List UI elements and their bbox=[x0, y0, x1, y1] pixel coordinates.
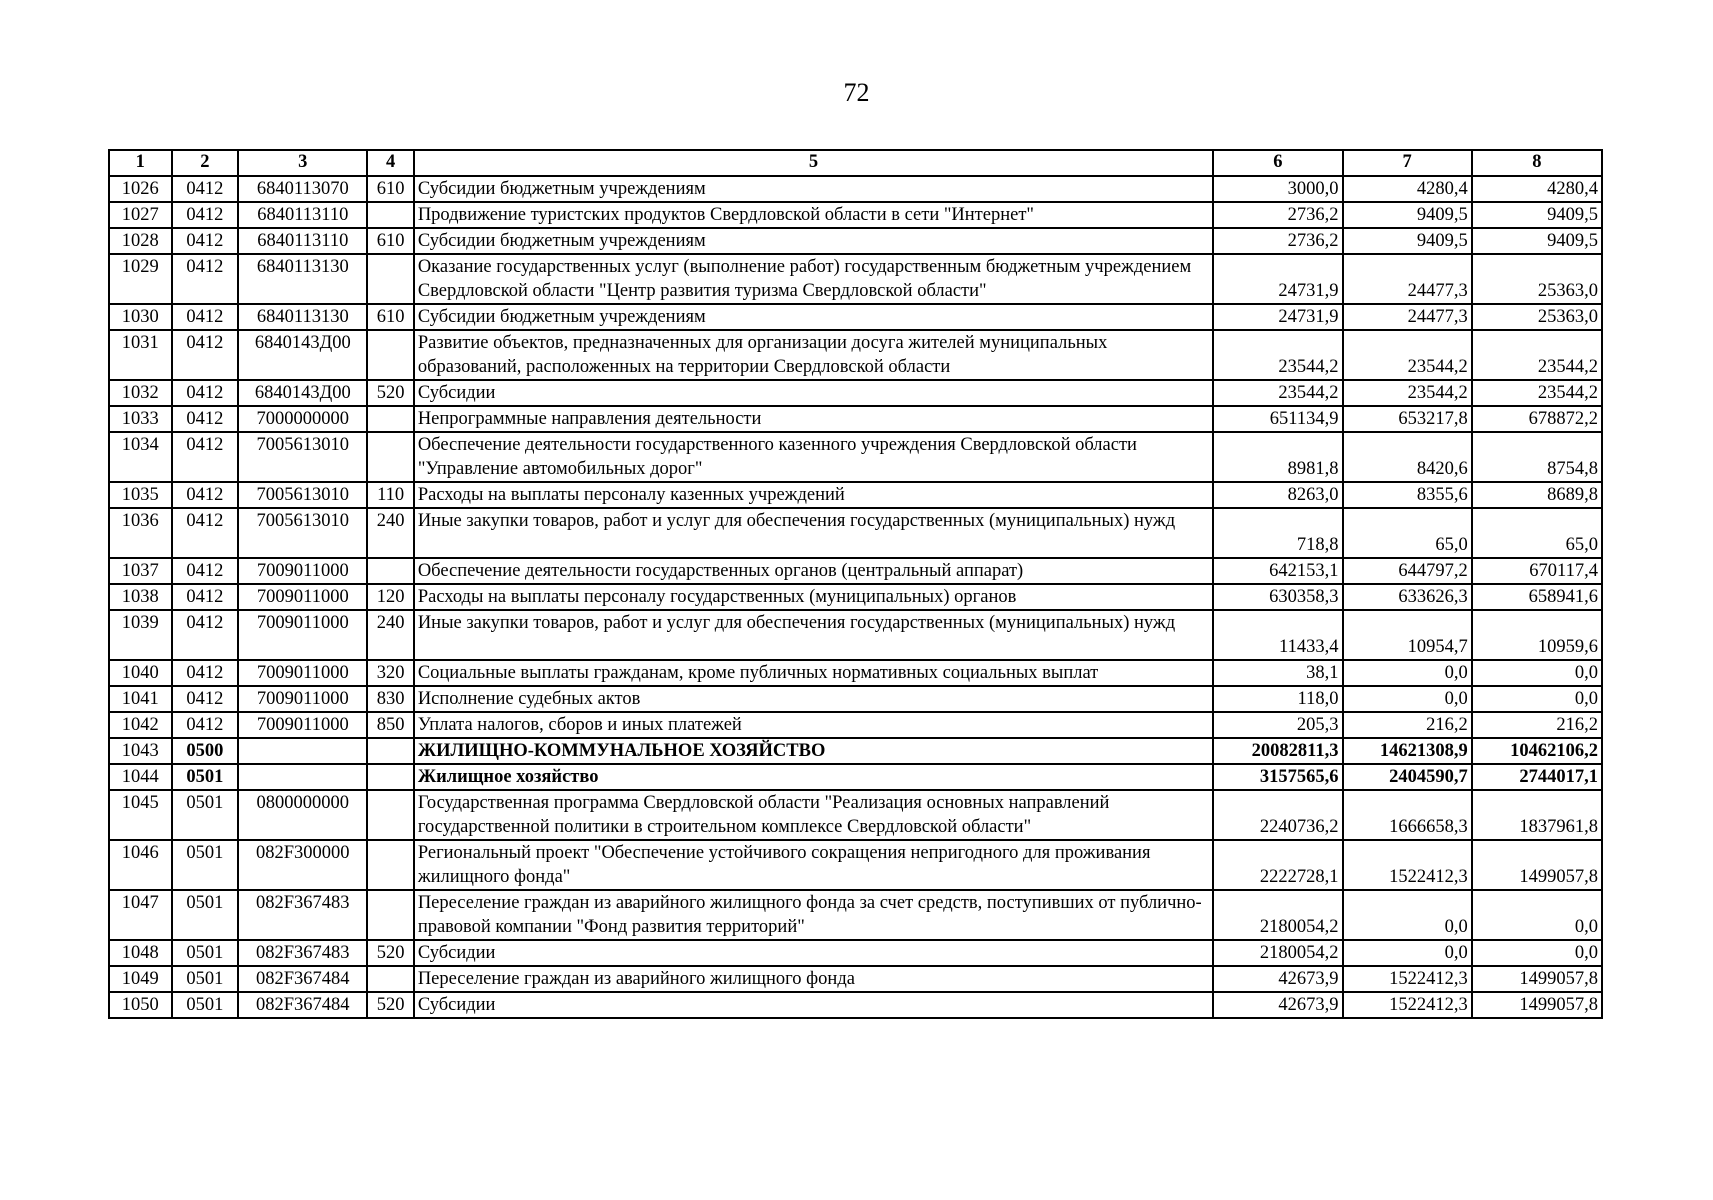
expense-type-cell bbox=[367, 558, 413, 584]
target-article-cell: 6840143Д00 bbox=[238, 330, 367, 380]
row-number-cell: 1031 bbox=[109, 330, 172, 380]
amount-col8-cell: 65,0 bbox=[1472, 508, 1602, 558]
amount-col8-cell: 25363,0 bbox=[1472, 304, 1602, 330]
row-number-cell: 1043 bbox=[109, 738, 172, 764]
amount-col8-cell: 9409,5 bbox=[1472, 202, 1602, 228]
table-row bbox=[109, 966, 1602, 992]
row-number-cell: 1041 bbox=[109, 686, 172, 712]
amount-col6-cell: 118,0 bbox=[1213, 686, 1342, 712]
expense-type-cell: 240 bbox=[367, 610, 413, 660]
target-article-cell: 7009011000 bbox=[238, 584, 367, 610]
description-cell: Государственная программа Свердловской области "Реализация основных направлений государственной политики в строительном комплексе Свердловской области" bbox=[414, 790, 1213, 840]
expense-type-cell: 830 bbox=[367, 686, 413, 712]
table-row bbox=[109, 254, 1602, 304]
amount-col7-cell: 2404590,7 bbox=[1343, 764, 1472, 790]
description-cell: Переселение граждан из аварийного жилищного фонда bbox=[414, 966, 1213, 992]
amount-col7-cell: 24477,3 bbox=[1343, 304, 1472, 330]
expense-type-cell bbox=[367, 790, 413, 840]
amount-col7-cell: 24477,3 bbox=[1343, 254, 1472, 304]
section-code-cell: 0501 bbox=[172, 764, 239, 790]
amount-col8-cell: 2744017,1 bbox=[1472, 764, 1602, 790]
amount-col8-cell: 216,2 bbox=[1472, 712, 1602, 738]
section-code-cell: 0501 bbox=[172, 940, 239, 966]
amount-col7-cell: 653217,8 bbox=[1343, 406, 1472, 432]
table-row bbox=[109, 764, 1602, 790]
description-cell: Обеспечение деятельности государственных органов (центральный аппарат) bbox=[414, 558, 1213, 584]
description-cell: Исполнение судебных актов bbox=[414, 686, 1213, 712]
description-cell: Субсидии bbox=[414, 380, 1213, 406]
section-code-cell: 0412 bbox=[172, 432, 239, 482]
column-header: 3 bbox=[238, 150, 367, 176]
amount-col7-cell: 1522412,3 bbox=[1343, 992, 1472, 1018]
section-code-cell: 0412 bbox=[172, 482, 239, 508]
target-article-cell: 6840113130 bbox=[238, 304, 367, 330]
target-article-cell: 7009011000 bbox=[238, 686, 367, 712]
amount-col6-cell: 718,8 bbox=[1213, 508, 1342, 558]
description-cell: Расходы на выплаты персоналу государственных (муниципальных) органов bbox=[414, 584, 1213, 610]
amount-col8-cell: 8754,8 bbox=[1472, 432, 1602, 482]
expense-type-cell: 240 bbox=[367, 508, 413, 558]
description-cell: Иные закупки товаров, работ и услуг для обеспечения государственных (муниципальных) нужд bbox=[414, 508, 1213, 558]
row-number-cell: 1036 bbox=[109, 508, 172, 558]
row-number-cell: 1050 bbox=[109, 992, 172, 1018]
amount-col6-cell: 205,3 bbox=[1213, 712, 1342, 738]
section-code-cell: 0412 bbox=[172, 254, 239, 304]
description-cell: Непрограммные направления деятельности bbox=[414, 406, 1213, 432]
table-row bbox=[109, 738, 1602, 764]
expense-type-cell bbox=[367, 764, 413, 790]
expense-type-cell: 320 bbox=[367, 660, 413, 686]
amount-col7-cell: 0,0 bbox=[1343, 660, 1472, 686]
expense-type-cell: 610 bbox=[367, 228, 413, 254]
table-row bbox=[109, 712, 1602, 738]
amount-col7-cell: 9409,5 bbox=[1343, 202, 1472, 228]
amount-col8-cell: 1499057,8 bbox=[1472, 966, 1602, 992]
amount-col8-cell: 25363,0 bbox=[1472, 254, 1602, 304]
section-code-cell: 0412 bbox=[172, 228, 239, 254]
expense-type-cell bbox=[367, 406, 413, 432]
row-number-cell: 1039 bbox=[109, 610, 172, 660]
target-article-cell: 7005613010 bbox=[238, 508, 367, 558]
amount-col6-cell: 2736,2 bbox=[1213, 228, 1342, 254]
amount-col7-cell: 23544,2 bbox=[1343, 380, 1472, 406]
description-cell: Субсидии bbox=[414, 940, 1213, 966]
expense-type-cell bbox=[367, 202, 413, 228]
table-row bbox=[109, 304, 1602, 330]
amount-col7-cell: 0,0 bbox=[1343, 890, 1472, 940]
target-article-cell: 6840113110 bbox=[238, 202, 367, 228]
amount-col8-cell: 4280,4 bbox=[1472, 176, 1602, 202]
column-header: 2 bbox=[172, 150, 239, 176]
amount-col6-cell: 2222728,1 bbox=[1213, 840, 1342, 890]
expense-type-cell bbox=[367, 890, 413, 940]
amount-col7-cell: 644797,2 bbox=[1343, 558, 1472, 584]
table-row bbox=[109, 940, 1602, 966]
amount-col6-cell: 24731,9 bbox=[1213, 304, 1342, 330]
amount-col6-cell: 3000,0 bbox=[1213, 176, 1342, 202]
target-article-cell: 7009011000 bbox=[238, 660, 367, 686]
row-number-cell: 1030 bbox=[109, 304, 172, 330]
amount-col7-cell: 14621308,9 bbox=[1343, 738, 1472, 764]
row-number-cell: 1045 bbox=[109, 790, 172, 840]
table-row bbox=[109, 228, 1602, 254]
row-number-cell: 1029 bbox=[109, 254, 172, 304]
amount-col6-cell: 642153,1 bbox=[1213, 558, 1342, 584]
description-cell: Переселение граждан из аварийного жилищного фонда за счет средств, поступивших от публично-правовой компании "Фонд развития территорий" bbox=[414, 890, 1213, 940]
target-article-cell: 082F367483 bbox=[238, 890, 367, 940]
expense-type-cell: 850 bbox=[367, 712, 413, 738]
row-number-cell: 1032 bbox=[109, 380, 172, 406]
description-cell: Оказание государственных услуг (выполнение работ) государственным бюджетным учреждением Свердловской области "Центр развития туризма Свердловской области" bbox=[414, 254, 1213, 304]
amount-col8-cell: 9409,5 bbox=[1472, 228, 1602, 254]
column-header: 6 bbox=[1213, 150, 1342, 176]
table-row bbox=[109, 508, 1602, 558]
table-row bbox=[109, 992, 1602, 1018]
row-number-cell: 1038 bbox=[109, 584, 172, 610]
section-code-cell: 0501 bbox=[172, 840, 239, 890]
expense-type-cell: 120 bbox=[367, 584, 413, 610]
amount-col8-cell: 10462106,2 bbox=[1472, 738, 1602, 764]
section-code-cell: 0412 bbox=[172, 176, 239, 202]
amount-col6-cell: 24731,9 bbox=[1213, 254, 1342, 304]
section-code-cell: 0412 bbox=[172, 406, 239, 432]
target-article-cell: 7009011000 bbox=[238, 558, 367, 584]
target-article-cell: 7005613010 bbox=[238, 432, 367, 482]
amount-col8-cell: 23544,2 bbox=[1472, 330, 1602, 380]
amount-col8-cell: 10959,6 bbox=[1472, 610, 1602, 660]
description-cell: Жилищное хозяйство bbox=[414, 764, 1213, 790]
target-article-cell bbox=[238, 738, 367, 764]
target-article-cell: 6840113130 bbox=[238, 254, 367, 304]
column-header: 5 bbox=[414, 150, 1213, 176]
table-row bbox=[109, 558, 1602, 584]
table-row bbox=[109, 686, 1602, 712]
target-article-cell: 7009011000 bbox=[238, 712, 367, 738]
amount-col6-cell: 23544,2 bbox=[1213, 330, 1342, 380]
section-code-cell: 0412 bbox=[172, 584, 239, 610]
row-number-cell: 1046 bbox=[109, 840, 172, 890]
target-article-cell: 082F367484 bbox=[238, 966, 367, 992]
row-number-cell: 1040 bbox=[109, 660, 172, 686]
description-cell: Субсидии бюджетным учреждениям bbox=[414, 228, 1213, 254]
row-number-cell: 1037 bbox=[109, 558, 172, 584]
description-cell: Расходы на выплаты персоналу казенных учреждений bbox=[414, 482, 1213, 508]
amount-col7-cell: 9409,5 bbox=[1343, 228, 1472, 254]
amount-col6-cell: 23544,2 bbox=[1213, 380, 1342, 406]
section-code-cell: 0501 bbox=[172, 890, 239, 940]
table-row bbox=[109, 432, 1602, 482]
target-article-cell: 7005613010 bbox=[238, 482, 367, 508]
column-header: 1 bbox=[109, 150, 172, 176]
amount-col8-cell: 1499057,8 bbox=[1472, 992, 1602, 1018]
expense-type-cell: 610 bbox=[367, 176, 413, 202]
amount-col7-cell: 0,0 bbox=[1343, 940, 1472, 966]
target-article-cell: 7009011000 bbox=[238, 610, 367, 660]
section-code-cell: 0412 bbox=[172, 380, 239, 406]
amount-col7-cell: 8420,6 bbox=[1343, 432, 1472, 482]
expense-type-cell: 520 bbox=[367, 380, 413, 406]
section-code-cell: 0412 bbox=[172, 508, 239, 558]
expense-type-cell bbox=[367, 432, 413, 482]
row-number-cell: 1049 bbox=[109, 966, 172, 992]
amount-col8-cell: 0,0 bbox=[1472, 890, 1602, 940]
expense-type-cell: 110 bbox=[367, 482, 413, 508]
amount-col6-cell: 2240736,2 bbox=[1213, 790, 1342, 840]
amount-col8-cell: 0,0 bbox=[1472, 660, 1602, 686]
table-row bbox=[109, 482, 1602, 508]
amount-col7-cell: 10954,7 bbox=[1343, 610, 1472, 660]
description-cell: Субсидии бюджетным учреждениям bbox=[414, 176, 1213, 202]
description-cell: Субсидии бюджетным учреждениям bbox=[414, 304, 1213, 330]
amount-col8-cell: 1837961,8 bbox=[1472, 790, 1602, 840]
table-row bbox=[109, 202, 1602, 228]
table-row bbox=[109, 890, 1602, 940]
section-code-cell: 0501 bbox=[172, 790, 239, 840]
amount-col6-cell: 11433,4 bbox=[1213, 610, 1342, 660]
amount-col7-cell: 65,0 bbox=[1343, 508, 1472, 558]
table-row bbox=[109, 176, 1602, 202]
table-row bbox=[109, 790, 1602, 840]
row-number-cell: 1047 bbox=[109, 890, 172, 940]
table-row bbox=[109, 406, 1602, 432]
description-cell: Социальные выплаты гражданам, кроме публичных нормативных социальных выплат bbox=[414, 660, 1213, 686]
amount-col7-cell: 633626,3 bbox=[1343, 584, 1472, 610]
amount-col6-cell: 3157565,6 bbox=[1213, 764, 1342, 790]
amount-col6-cell: 8981,8 bbox=[1213, 432, 1342, 482]
target-article-cell: 0800000000 bbox=[238, 790, 367, 840]
description-cell: Продвижение туристских продуктов Свердловской области в сети "Интернет" bbox=[414, 202, 1213, 228]
amount-col7-cell: 1666658,3 bbox=[1343, 790, 1472, 840]
amount-col8-cell: 670117,4 bbox=[1472, 558, 1602, 584]
amount-col6-cell: 38,1 bbox=[1213, 660, 1342, 686]
header-row bbox=[109, 150, 1602, 176]
column-header: 8 bbox=[1472, 150, 1602, 176]
budget-table bbox=[108, 149, 1603, 1019]
amount-col7-cell: 1522412,3 bbox=[1343, 966, 1472, 992]
amount-col8-cell: 678872,2 bbox=[1472, 406, 1602, 432]
table-row bbox=[109, 330, 1602, 380]
column-header: 7 bbox=[1343, 150, 1472, 176]
section-code-cell: 0501 bbox=[172, 992, 239, 1018]
description-cell: Субсидии bbox=[414, 992, 1213, 1018]
amount-col7-cell: 4280,4 bbox=[1343, 176, 1472, 202]
expense-type-cell bbox=[367, 330, 413, 380]
table-body bbox=[109, 176, 1602, 1018]
table-row bbox=[109, 660, 1602, 686]
table-header bbox=[109, 150, 1602, 176]
row-number-cell: 1033 bbox=[109, 406, 172, 432]
section-code-cell: 0412 bbox=[172, 202, 239, 228]
section-code-cell: 0412 bbox=[172, 712, 239, 738]
table-row bbox=[109, 584, 1602, 610]
expense-type-cell: 520 bbox=[367, 940, 413, 966]
amount-col6-cell: 42673,9 bbox=[1213, 966, 1342, 992]
section-code-cell: 0412 bbox=[172, 686, 239, 712]
amount-col6-cell: 42673,9 bbox=[1213, 992, 1342, 1018]
description-cell: Иные закупки товаров, работ и услуг для обеспечения государственных (муниципальных) нужд bbox=[414, 610, 1213, 660]
table-row bbox=[109, 380, 1602, 406]
amount-col6-cell: 630358,3 bbox=[1213, 584, 1342, 610]
amount-col8-cell: 0,0 bbox=[1472, 686, 1602, 712]
amount-col8-cell: 0,0 bbox=[1472, 940, 1602, 966]
amount-col8-cell: 23544,2 bbox=[1472, 380, 1602, 406]
section-code-cell: 0500 bbox=[172, 738, 239, 764]
expense-type-cell bbox=[367, 738, 413, 764]
row-number-cell: 1042 bbox=[109, 712, 172, 738]
section-code-cell: 0412 bbox=[172, 558, 239, 584]
column-header: 4 bbox=[367, 150, 413, 176]
expense-type-cell: 610 bbox=[367, 304, 413, 330]
amount-col7-cell: 23544,2 bbox=[1343, 330, 1472, 380]
expense-type-cell bbox=[367, 966, 413, 992]
amount-col6-cell: 2180054,2 bbox=[1213, 940, 1342, 966]
target-article-cell: 6840143Д00 bbox=[238, 380, 367, 406]
amount-col7-cell: 8355,6 bbox=[1343, 482, 1472, 508]
description-cell: Обеспечение деятельности государственного казенного учреждения Свердловской области "Управление автомобильных дорог" bbox=[414, 432, 1213, 482]
page-number: 72 bbox=[843, 78, 870, 107]
target-article-cell: 082F367483 bbox=[238, 940, 367, 966]
amount-col7-cell: 1522412,3 bbox=[1343, 840, 1472, 890]
section-code-cell: 0412 bbox=[172, 304, 239, 330]
row-number-cell: 1044 bbox=[109, 764, 172, 790]
target-article-cell: 6840113110 bbox=[238, 228, 367, 254]
description-cell: Региональный проект "Обеспечение устойчивого сокращения непригодного для проживания жилищного фонда" bbox=[414, 840, 1213, 890]
amount-col8-cell: 1499057,8 bbox=[1472, 840, 1602, 890]
expense-type-cell: 520 bbox=[367, 992, 413, 1018]
section-code-cell: 0412 bbox=[172, 660, 239, 686]
row-number-cell: 1026 bbox=[109, 176, 172, 202]
row-number-cell: 1028 bbox=[109, 228, 172, 254]
table-row bbox=[109, 610, 1602, 660]
amount-col6-cell: 2736,2 bbox=[1213, 202, 1342, 228]
target-article-cell: 082F367484 bbox=[238, 992, 367, 1018]
amount-col8-cell: 658941,6 bbox=[1472, 584, 1602, 610]
target-article-cell: 7000000000 bbox=[238, 406, 367, 432]
description-cell: Развитие объектов, предназначенных для организации досуга жителей муниципальных образований, расположенных на территории Свердловской области bbox=[414, 330, 1213, 380]
amount-col8-cell: 8689,8 bbox=[1472, 482, 1602, 508]
amount-col7-cell: 216,2 bbox=[1343, 712, 1472, 738]
table-row bbox=[109, 840, 1602, 890]
amount-col6-cell: 651134,9 bbox=[1213, 406, 1342, 432]
target-article-cell: 6840113070 bbox=[238, 176, 367, 202]
amount-col6-cell: 8263,0 bbox=[1213, 482, 1342, 508]
section-code-cell: 0412 bbox=[172, 330, 239, 380]
description-cell: ЖИЛИЩНО-КОММУНАЛЬНОЕ ХОЗЯЙСТВО bbox=[414, 738, 1213, 764]
row-number-cell: 1035 bbox=[109, 482, 172, 508]
expense-type-cell bbox=[367, 254, 413, 304]
section-code-cell: 0501 bbox=[172, 966, 239, 992]
amount-col6-cell: 2180054,2 bbox=[1213, 890, 1342, 940]
row-number-cell: 1027 bbox=[109, 202, 172, 228]
row-number-cell: 1034 bbox=[109, 432, 172, 482]
amount-col7-cell: 0,0 bbox=[1343, 686, 1472, 712]
expense-type-cell bbox=[367, 840, 413, 890]
description-cell: Уплата налогов, сборов и иных платежей bbox=[414, 712, 1213, 738]
row-number-cell: 1048 bbox=[109, 940, 172, 966]
section-code-cell: 0412 bbox=[172, 610, 239, 660]
amount-col6-cell: 20082811,3 bbox=[1213, 738, 1342, 764]
target-article-cell bbox=[238, 764, 367, 790]
target-article-cell: 082F300000 bbox=[238, 840, 367, 890]
